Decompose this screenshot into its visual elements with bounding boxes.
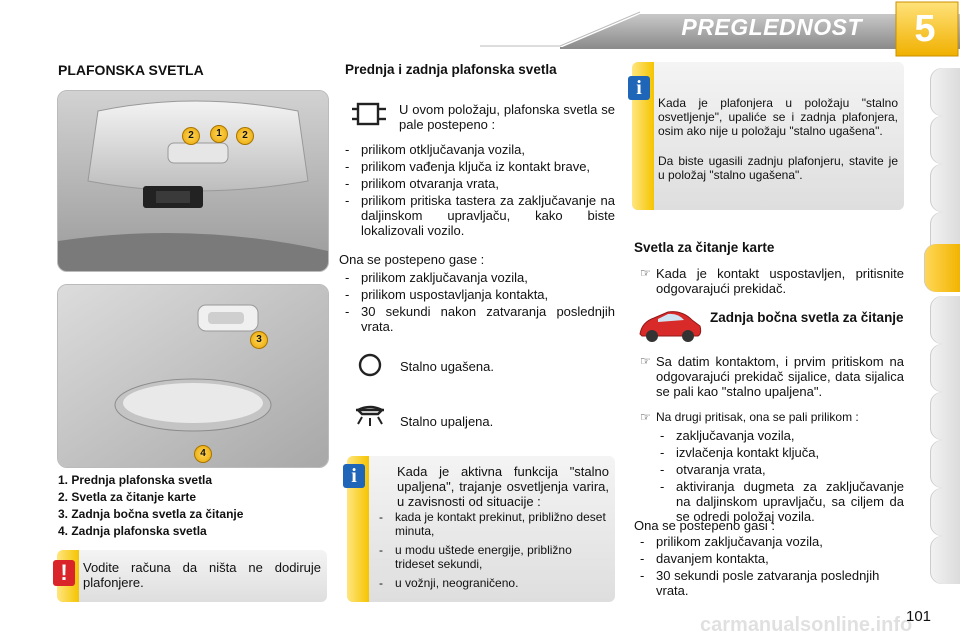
chapter-tab[interactable]: [930, 392, 960, 440]
page-number: 101: [906, 608, 932, 625]
info-paragraph: Kada je plafonjera u položaju "stalno osvetljenje", upaliće se i zadnja plafonjera, osim ako nije u položaju "stalno ugašena".: [658, 96, 898, 138]
list-item: - otvaranja vrata,: [634, 462, 904, 477]
chapter-tab[interactable]: [930, 440, 960, 488]
off-intro: Ona se postepeno gase :: [339, 252, 485, 267]
list-item: - prilikom zaključavanja vozila,: [634, 534, 904, 549]
always-off-label: Stalno ugašena.: [400, 359, 494, 374]
callout-badge: 2: [182, 127, 200, 145]
callout-badge: 2: [236, 127, 254, 145]
rear-text-1: [634, 354, 904, 399]
reading-text: [634, 266, 904, 296]
light-off-icon: [357, 352, 383, 378]
on-list: [339, 142, 615, 238]
off-list: [339, 270, 615, 334]
callout-badge: 3: [250, 331, 268, 349]
rear-off-intro: Ona se postepeno gasi :: [634, 518, 775, 533]
info-box-middle: [347, 456, 615, 602]
info-text: Kada je aktivna funkcija "stalno upaljena", trajanje osvetljenja varira, u zavisnosti od situacije :: [397, 464, 609, 509]
legend-item: 2. Svetla za čitanje karte: [58, 490, 197, 504]
chapter-number: 5: [914, 8, 936, 50]
list-item: - prilikom otvaranja vrata,: [339, 176, 615, 191]
callout-badge: 1: [210, 125, 228, 143]
info-box-right: [632, 62, 904, 210]
info-icon: i: [628, 76, 650, 100]
warning-text: Vodite računa da ništa ne dodiruje plafonjere.: [83, 560, 321, 590]
info-paragraph: Da biste ugasili zadnju plafonjeru, stavite je u položaj "stalno ugašena".: [658, 154, 898, 182]
chapter-tab[interactable]: [930, 536, 960, 584]
reading-text-content: Kada je kontakt uspostavljen, pritisnite odgovarajući prekidač.: [656, 266, 904, 296]
legend-list: [58, 472, 338, 540]
always-on-label: Stalno upaljena.: [400, 414, 494, 429]
rear-list: [634, 428, 904, 524]
chapter-tab[interactable]: [930, 164, 960, 212]
door-light-icon: [352, 100, 386, 128]
list-item: - zaključavanja vozila,: [634, 428, 904, 443]
list-item: - prilikom vađenja ključa iz kontakt brave,: [339, 159, 615, 174]
hand-pointer-icon: ☞: [640, 354, 651, 368]
list-item: - u modu uštede energije, približno trideset sekundi,: [373, 543, 611, 571]
legend-item: 3. Zadnja bočna svetla za čitanje: [58, 507, 244, 521]
reading-title: Svetla za čitanje karte: [634, 240, 775, 255]
chapter-title: PREGLEDNOST: [681, 14, 862, 40]
chapter-tab[interactable]: [930, 296, 960, 344]
rear-title: Zadnja bočna svetla za čitanje: [710, 310, 904, 325]
chapter-tab[interactable]: [930, 68, 960, 116]
list-item: - u vožnji, neograničeno.: [373, 576, 611, 590]
middle-title: Prednja i zadnja plafonska svetla: [345, 62, 557, 77]
watermark: carmanualsonline.info: [700, 614, 913, 636]
car-icon: [636, 308, 704, 346]
light-on-icon: [354, 404, 386, 432]
rear-text-2-content: Na drugi pritisak, ona se pali prilikom :: [656, 410, 859, 424]
rear-off-list: [634, 534, 904, 598]
list-item: - izvlačenja kontakt ključa,: [634, 445, 904, 460]
door-mode-text: U ovom položaju, plafonska svetla se pale postepeno :: [399, 102, 615, 132]
chapter-tab[interactable]: [930, 116, 960, 164]
rear-text-2: [634, 410, 904, 424]
chapter-tab-active[interactable]: [924, 244, 960, 292]
list-item: - prilikom otključavanja vozila,: [339, 142, 615, 157]
hand-pointer-icon: ☞: [640, 266, 651, 280]
callout-badge: 4: [194, 445, 212, 463]
list-item: - davanjem kontakta,: [634, 551, 904, 566]
legend-item: 4. Zadnja plafonska svetla: [58, 524, 207, 538]
warning-box: [57, 550, 327, 602]
info-list: [373, 510, 611, 590]
legend-item: 1. Prednja plafonska svetla: [58, 473, 213, 487]
list-item: - aktiviranja dugmeta za zaključavanje na daljinskom upravljaču, sa ciljem da se odredi položaj vozila.: [634, 479, 904, 524]
rear-ceiling-photo: [57, 284, 329, 468]
chapter-tab[interactable]: [930, 488, 960, 536]
list-item: - prilikom uspostavljanja kontakta,: [339, 287, 615, 302]
list-item: - prilikom zaključavanja vozila,: [339, 270, 615, 285]
hand-pointer-icon: ☞: [640, 410, 651, 424]
chapter-tab[interactable]: [930, 344, 960, 392]
section-title: PLAFONSKA SVETLA: [58, 62, 204, 78]
info-icon: i: [343, 464, 365, 488]
list-item: - prilikom pritiska tastera za zaključavanje na daljinskom upravljaču, kako biste lokalizovali vozilo.: [339, 193, 615, 238]
list-item: - kada je kontakt prekinut, približno deset minuta,: [373, 510, 611, 538]
list-item: - 30 sekundi nakon zatvaranja poslednjih vrata.: [339, 304, 615, 334]
list-item: - 30 sekundi posle zatvaranja poslednjih vrata.: [634, 568, 904, 598]
warning-icon: !: [53, 560, 75, 586]
front-ceiling-photo: [57, 90, 329, 272]
rear-text-1-content: Sa datim kontaktom, i prvim pritiskom na odgovarajući prekidač sijalice, data sijalica se pali kao "stalno upaljena".: [656, 354, 904, 399]
